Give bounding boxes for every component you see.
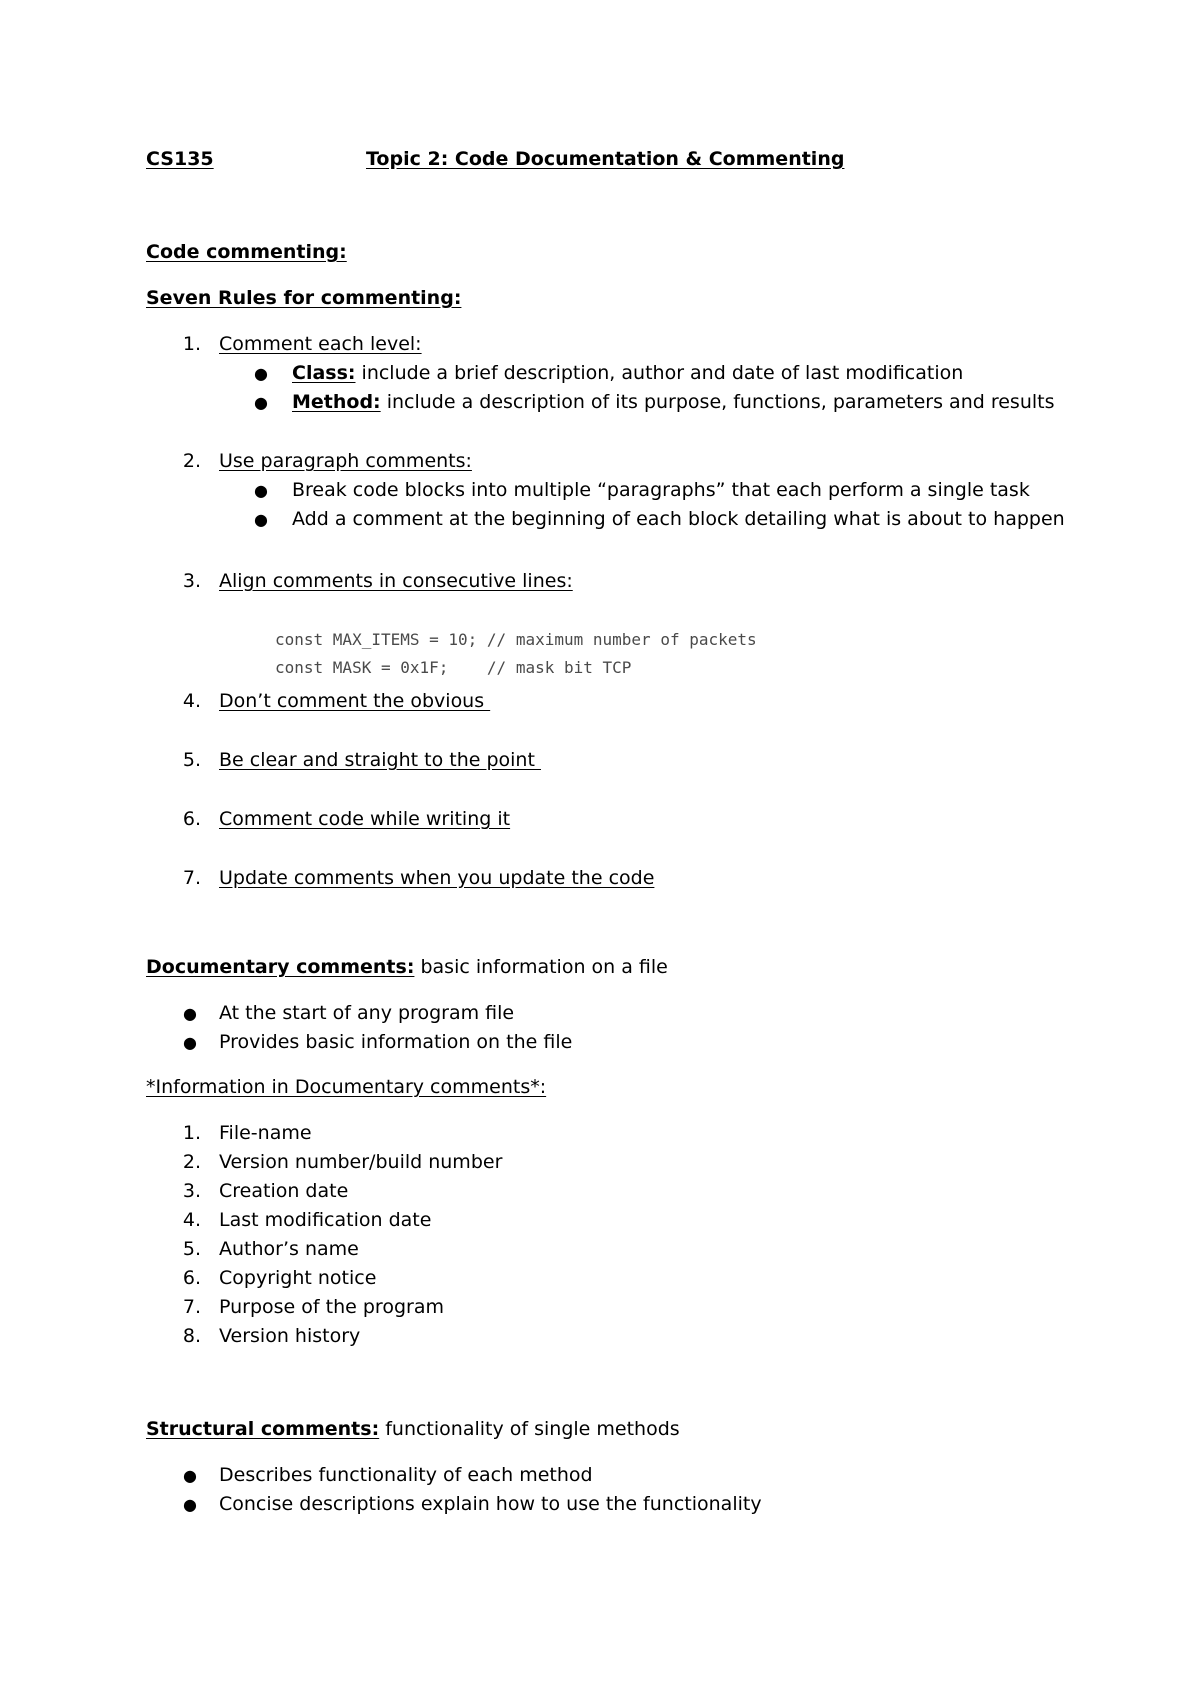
bullet-item: Describes functionality of each method (219, 1464, 593, 1486)
list-number: 4. (182, 1209, 201, 1231)
code-line: const MAX_ITEMS = 10; // maximum number of packets (275, 630, 757, 649)
documentary-comments-line: Documentary comments: basic information on a file (146, 956, 668, 978)
bullet-item: Break code blocks into multiple “paragraphs” that each perform a single task (292, 479, 1030, 501)
seven-rules-heading: Seven Rules for commenting: (146, 287, 462, 309)
rule-title: Comment each level: (219, 333, 422, 355)
list-item: Purpose of the program (219, 1296, 444, 1318)
rule-title: Don’t comment the obvious (219, 690, 491, 712)
list-number: 8. (182, 1325, 201, 1347)
page-title: Topic 2: Code Documentation & Commenting (366, 148, 845, 170)
list-item: Last modification date (219, 1209, 432, 1231)
rule-number: 4. (182, 690, 201, 712)
bullet-item: Method: include a description of its purpose, functions, parameters and results (292, 391, 1055, 413)
bullet-icon: ● (254, 510, 268, 529)
structural-comments-line: Structural comments: functionality of single methods (146, 1418, 680, 1440)
list-item: Creation date (219, 1180, 349, 1202)
rule-title: Comment code while writing it (219, 808, 511, 830)
list-number: 6. (182, 1267, 201, 1289)
bullet-icon: ● (254, 364, 268, 383)
bullet-item: Concise descriptions explain how to use the functionality (219, 1493, 762, 1515)
bullet-item: Class: include a brief description, author and date of last modification (292, 362, 964, 384)
rule-title: Use paragraph comments: (219, 450, 472, 472)
rule-title: Align comments in consecutive lines: (219, 570, 573, 592)
rule-title: Be clear and straight to the point (219, 749, 541, 771)
bullet-icon: ● (183, 1466, 197, 1485)
list-item: Version number/build number (219, 1151, 503, 1173)
bullet-icon: ● (183, 1033, 197, 1052)
list-item: Author’s name (219, 1238, 359, 1260)
list-item: File-name (219, 1122, 312, 1144)
code-commenting-heading: Code commenting: (146, 241, 347, 263)
rule-number: 6. (182, 808, 201, 830)
bullet-item: Provides basic information on the file (219, 1031, 573, 1053)
list-number: 5. (182, 1238, 201, 1260)
bullet-item: At the start of any program file (219, 1002, 515, 1024)
list-number: 3. (182, 1180, 201, 1202)
course-code: CS135 (146, 148, 214, 170)
rule-number: 3. (182, 570, 201, 592)
rule-number: 2. (182, 450, 201, 472)
bullet-icon: ● (183, 1495, 197, 1514)
bullet-icon: ● (254, 393, 268, 412)
list-item: Copyright notice (219, 1267, 377, 1289)
list-number: 1. (182, 1122, 201, 1144)
rule-number: 5. (182, 749, 201, 771)
rule-number: 7. (182, 867, 201, 889)
info-heading: *Information in Documentary comments*: (146, 1076, 547, 1098)
bullet-icon: ● (183, 1004, 197, 1023)
list-number: 2. (182, 1151, 201, 1173)
rule-number: 1. (182, 333, 201, 355)
rule-title: Update comments when you update the code (219, 867, 655, 889)
list-item: Version history (219, 1325, 361, 1347)
code-line: const MASK = 0x1F; // mask bit TCP (275, 658, 632, 677)
list-number: 7. (182, 1296, 201, 1318)
bullet-icon: ● (254, 481, 268, 500)
bullet-item: Add a comment at the beginning of each block detailing what is about to happen (292, 508, 1065, 530)
